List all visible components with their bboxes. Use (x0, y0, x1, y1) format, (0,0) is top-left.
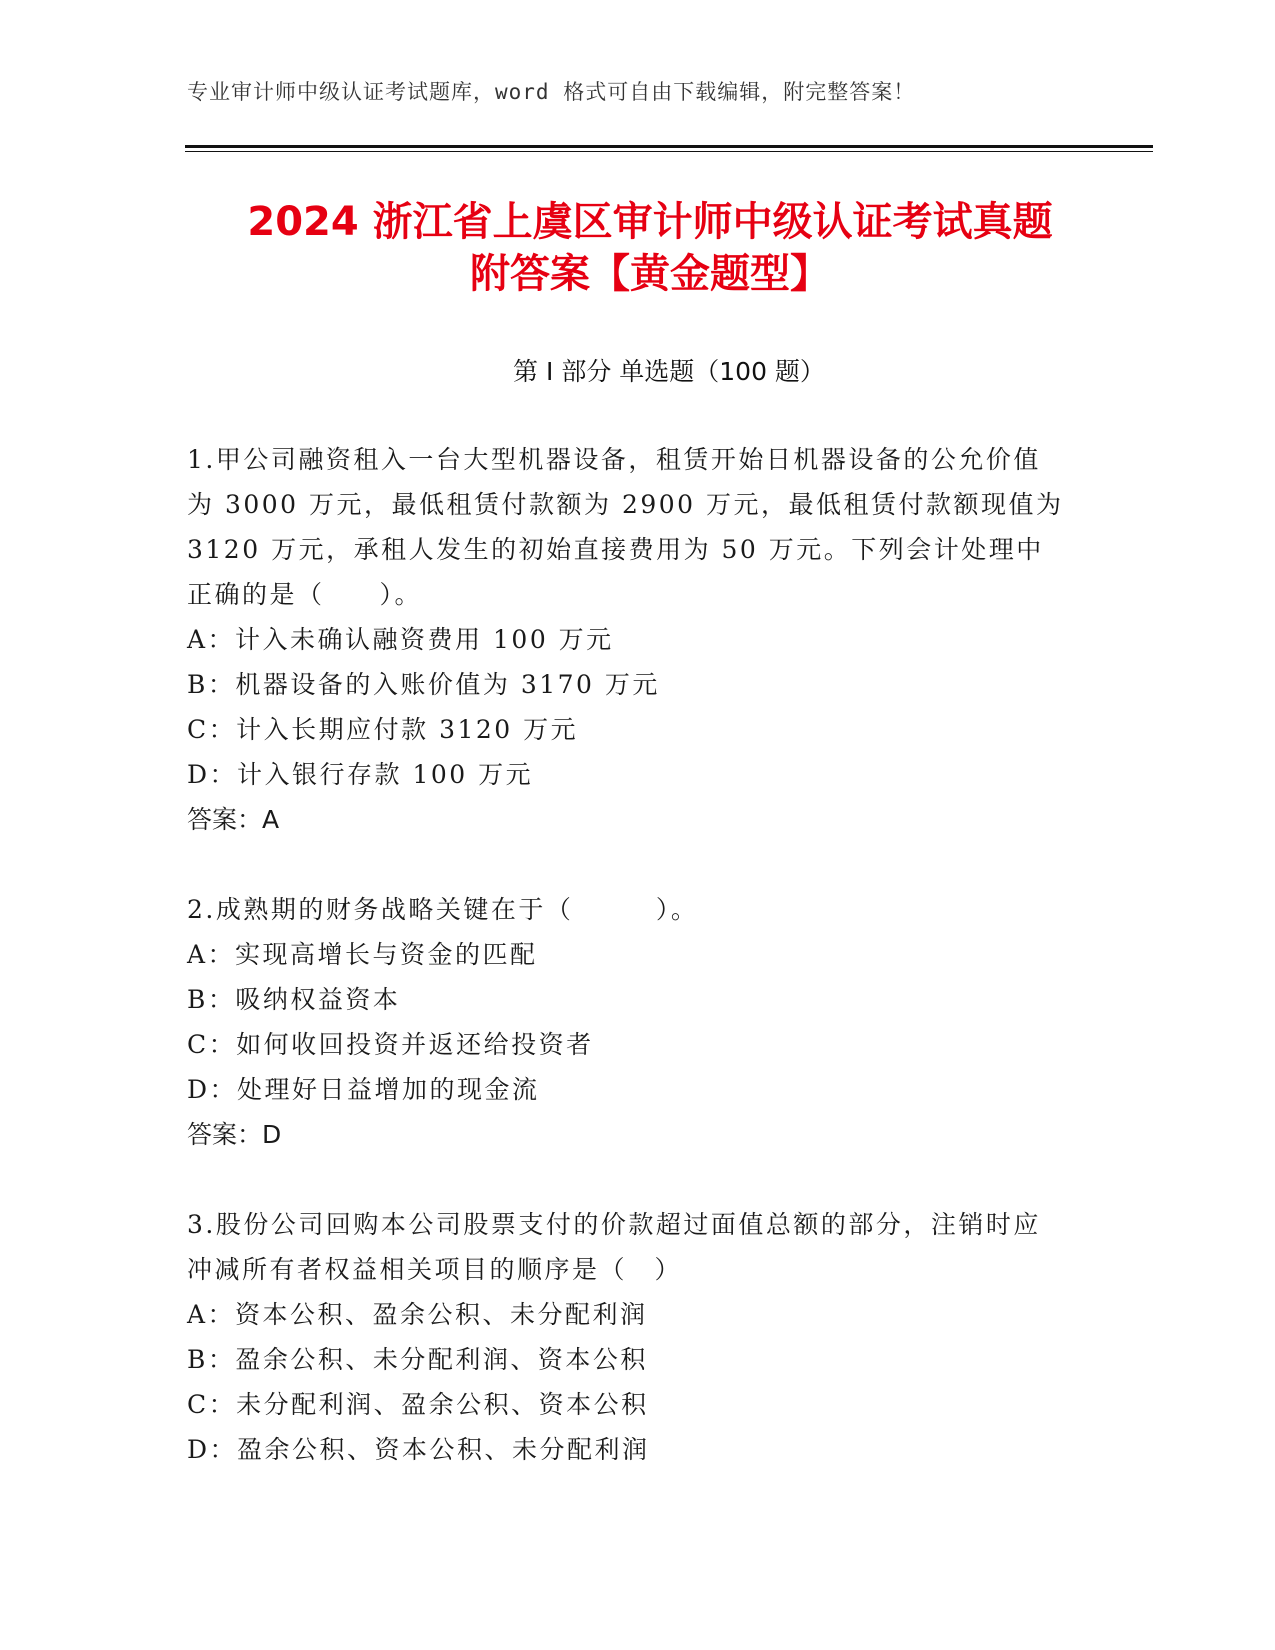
question-2 (187, 887, 1067, 1157)
option-d: D：处理好日益增加的现金流 (187, 1075, 540, 1104)
option-c: C：未分配利润、盈余公积、资本公积 (187, 1390, 649, 1419)
question-3 (187, 1202, 1067, 1472)
document-title-line2: 附答案【黄金题型】 (470, 251, 830, 297)
option-b: B：盈余公积、未分配利润、资本公积 (187, 1345, 648, 1374)
question-stem: 3.股份公司回购本公司股票支付的价款超过面值总额的部分，注销时应冲减所有者权益相关项目的顺序是（ ） (187, 1210, 1041, 1284)
document-title-line1: 2024 浙江省上虞区审计师中级认证考试真题 (247, 199, 1053, 245)
option-d: D：盈余公积、资本公积、未分配利润 (187, 1435, 650, 1464)
option-a: A：计入未确认融资费用 100 万元 (187, 625, 614, 654)
question-stem: 2.成熟期的财务战略关键在于（ ）。 (187, 895, 699, 924)
section-heading: 第 I 部分 单选题（100 题） (513, 357, 825, 386)
option-c: C：如何收回投资并返还给投资者 (187, 1030, 594, 1059)
document-title (150, 196, 1150, 300)
header-rule-thin (185, 151, 1153, 152)
option-a: A：实现高增长与资金的匹配 (187, 940, 538, 969)
option-b: B：机器设备的入账价值为 3170 万元 (187, 670, 660, 699)
option-b: B：吸纳权益资本 (187, 985, 401, 1014)
question-stem: 1.甲公司融资租入一台大型机器设备，租赁开始日机器设备的公允价值为 3000 万元，最低租赁付款额为 2900 万元，最低租赁付款额现值为 3120 万元，承租人发生的初始直接费用为 50 万元。下列会计处理中正确的是（ ）。 (187, 445, 1064, 609)
header-note: 专业审计师中级认证考试题库，word 格式可自由下载编辑，附完整答案！ (187, 80, 916, 104)
option-c: C：计入长期应付款 3120 万元 (187, 715, 579, 744)
question-spacer (187, 1157, 1067, 1202)
answer: 答案：D (187, 1120, 282, 1149)
question-spacer (187, 842, 1067, 887)
question-1 (187, 437, 1067, 842)
header-rule-thick (185, 145, 1153, 148)
option-d: D：计入银行存款 100 万元 (187, 760, 534, 789)
question-list (187, 437, 1067, 1472)
option-a: A：资本公积、盈余公积、未分配利润 (187, 1300, 648, 1329)
answer: 答案：A (187, 805, 280, 834)
